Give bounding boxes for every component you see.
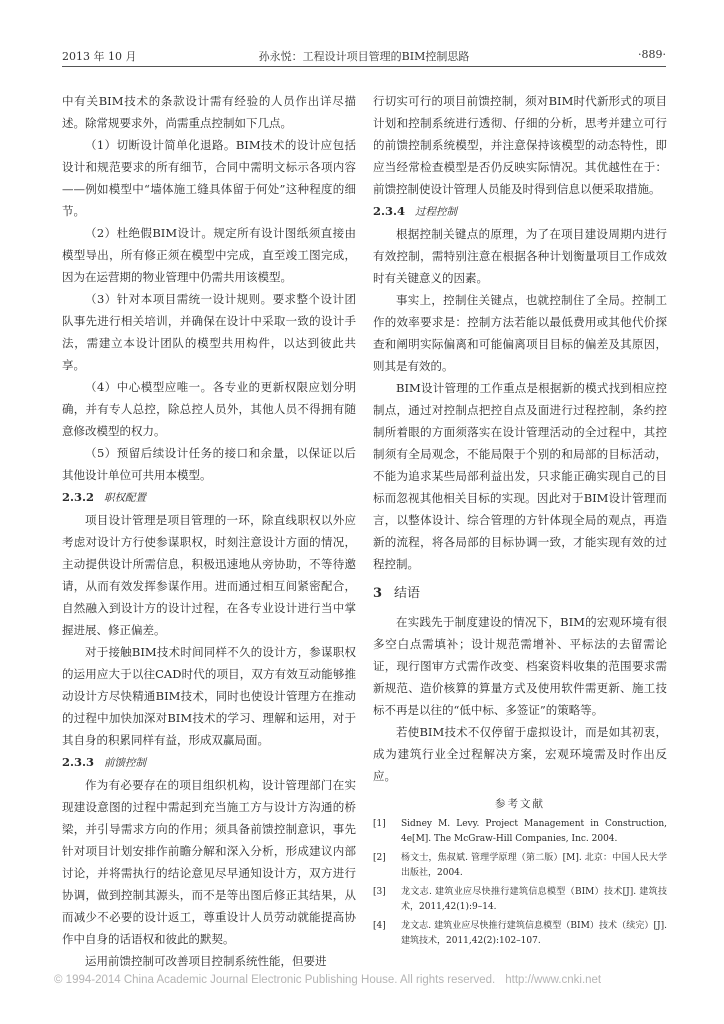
section-title: 前馈控制: [104, 757, 147, 769]
paragraph: （3）针对本项目需统一设计规则。要求整个设计团队事先进行相关培训，并确保在设计中采取一致的设计手法，需建立本设计团队的模型共用构件，以达到彼此共享。: [62, 292, 356, 372]
reference-number: [3]: [373, 887, 386, 897]
reference-list: [373, 817, 667, 949]
paragraph: BIM设计管理的工作重点是根据新的模式找到相应控制点，通过对控制点把控自点及面进行过程控制，条约控制所着眼的方面须落实在设计管理活动的全过程中，其控制须有全局观念，不能局限于个别的和局部的目标活动，不能为追求某些局部利益出发，只求能正确实现自己的目标而忽视其他相关目标的实现。因此对于BIM设计管理而言，以整体设计、综合管理的方针体现全局的观点，再造新的流程，将各局部的目标协调一致，才能实现有效的过程控制。: [373, 381, 667, 571]
reference-number: [4]: [373, 921, 386, 931]
paragraph: （4）中心模型应唯一。各专业的更新权限应划分明确，并有专人总控，除总控人员外，其他人员不得拥有随意修改模型的权力。: [62, 380, 356, 438]
paragraph: （5）预留后续设计任务的接口和余量，以保证以后其他设计单位可共用本模型。: [62, 446, 356, 482]
reference-item: [373, 885, 667, 915]
paragraph: 对于接触BIM技术时间同样不久的设计方，参谋职权的运用应大于以往CAD时代的项目，双方有效互动能够推动设计方尽快精通BIM技术，同时也使设计管理方在推动的过程中加快加深对BIM技术的学习、理解和运用，对于其自身的积累同样有益，形成双赢局面。: [62, 645, 356, 747]
page-number: ·889·: [638, 48, 666, 61]
reference-text: 龙文志. 建筑业应尽快推行建筑信息模型（BIM）技术[J]. 建筑技术，2011,42(1):9–14.: [401, 887, 667, 912]
section-number: 2.3.3: [62, 755, 95, 769]
left-column: [62, 90, 356, 972]
running-header: [62, 48, 666, 66]
section-heading: [62, 486, 356, 509]
paragraph: 中有关BIM技术的条款设计需有经验的人员作出详尽描述。除常规要求外，尚需重点控制如下几点。: [62, 94, 356, 130]
section-title: 过程控制: [415, 206, 458, 218]
section-number: 2.3.2: [62, 490, 95, 504]
section-number: 3: [373, 586, 383, 601]
reference-item: [373, 851, 667, 881]
reference-number: [2]: [373, 853, 386, 863]
paragraph: 作为有必要存在的项目组织机构，设计管理部门在实现建设意图的过程中需起到充当施工方与设计方沟通的桥梁，并引导需求方向的作用；须具备前馈控制意识，事先针对项目计划安排作前瞻分解和深入分析，形成建议内部讨论，并将需执行的结论意见尽早通知设计方，双方进行协调，做到控制其源头，而不是等出图后修正其结果，从而减少不必要的设计返工，尊重设计人员劳动就能提高协作中自身的话语权和彼此的默契。: [62, 778, 356, 946]
section-heading: [373, 583, 667, 605]
references-heading: 参考文献: [495, 798, 545, 810]
section-title: 结语: [394, 586, 421, 601]
section-heading: [373, 200, 667, 223]
reference-text: 杨文士，焦叔斌. 管理学原理（第二版）[M]. 北京：中国人民大学出版社，2004.: [401, 853, 667, 878]
header-rule: [62, 66, 666, 67]
section-heading: [62, 751, 356, 774]
issue-date: 2013 年 10 月: [62, 50, 137, 63]
copyright-footer: [54, 974, 674, 986]
reference-number: [1]: [373, 819, 386, 829]
footer-url: http://www.cnki.net: [505, 974, 602, 986]
paragraph: 项目设计管理是项目管理的一环，除直线职权以外应考虑对设计方行使参谋职权，时刻注意设计方面的情况，主动提供设计所需信息，积极迅速地从旁协助，不等待邀请，从而有效发挥参谋作用。进而通过相互间紧密配合，自然融入到设计方的设计过程，在各专业设计进行当中掌握进展、修正偏差。: [62, 513, 356, 637]
reference-item: [373, 919, 667, 949]
section-title: 职权配置: [104, 492, 147, 504]
right-column: [373, 90, 667, 953]
paragraph: （1）切断设计简单化退路。BIM技术的设计应包括设计和规范要求的所有细节，合同中需明文标示各项内容——例如模型中“墙体施工缝具体留于何处”这种程度的细节。: [62, 138, 356, 218]
reference-text: 龙文志. 建筑业应尽快推行建筑信息模型（BIM）技术（续完）[J]. 建筑技术，2011,42(2):102–107.: [401, 921, 667, 946]
paragraph: 在实践先于制度建设的情况下，BIM的宏观环境有很多空白点需填补；设计规范需增补、平标法的去留需论证，现行图审方式需作改变、档案资料收集的范围要求需新规范、造价核算的算量方式及使用软件需更新、施工技标不再是以往的“低中标、多签证”的策略等。: [373, 615, 667, 717]
section-number: 2.3.4: [373, 204, 406, 218]
paragraph: 运用前馈控制可改善项目控制系统性能，但要进: [85, 954, 327, 968]
paragraph: 事实上，控制住关键点，也就控制住了全局。控制工作的效率要求是：控制方法若能以最低费用或其他代价探查和阐明实际偏离和可能偏离项目目标的偏差及其原因，则其是有效的。: [373, 293, 667, 373]
paragraph: 根据控制关键点的原理，为了在项目建设周期内进行有效控制，需特别注意在根据各种计划衡量项目工作成效时有关键意义的因素。: [373, 227, 667, 285]
paragraph: 行切实可行的项目前馈控制，须对BIM时代新形式的项目计划和控制系统进行透彻、仔细的分析，思考并建立可行的前馈控制系统模型，并注意保持该模型的动态特性，即应当经常检查模型是否仍反映实际情况。其优越性在于：前馈控制使设计管理人员能及时得到信息以便采取措施。: [373, 94, 667, 196]
reference-item: [373, 817, 667, 847]
paragraph: （2）杜绝假BIM设计。规定所有设计图纸须直接由模型导出，所有修正须在模型中完成，直至竣工图完成，因为在运营期的物业管理中仍需共用该模型。: [62, 226, 356, 284]
reference-text: Sidney M. Levy. Project Management in Construction, 4e[M]. The McGraw-Hill Companies, Inc. 2004.: [401, 819, 667, 844]
running-title: 孙永悦：工程设计项目管理的BIM控制思路: [258, 50, 470, 63]
copyright-text: © 1994-2014 China Academic Journal Electronic Publishing House. All rights reserved.: [54, 974, 496, 986]
paragraph: 若使BIM技术不仅停留于虚拟设计，而是如其初衷，成为建筑行业全过程解决方案，宏观环境需及时作出反应。: [373, 725, 667, 783]
